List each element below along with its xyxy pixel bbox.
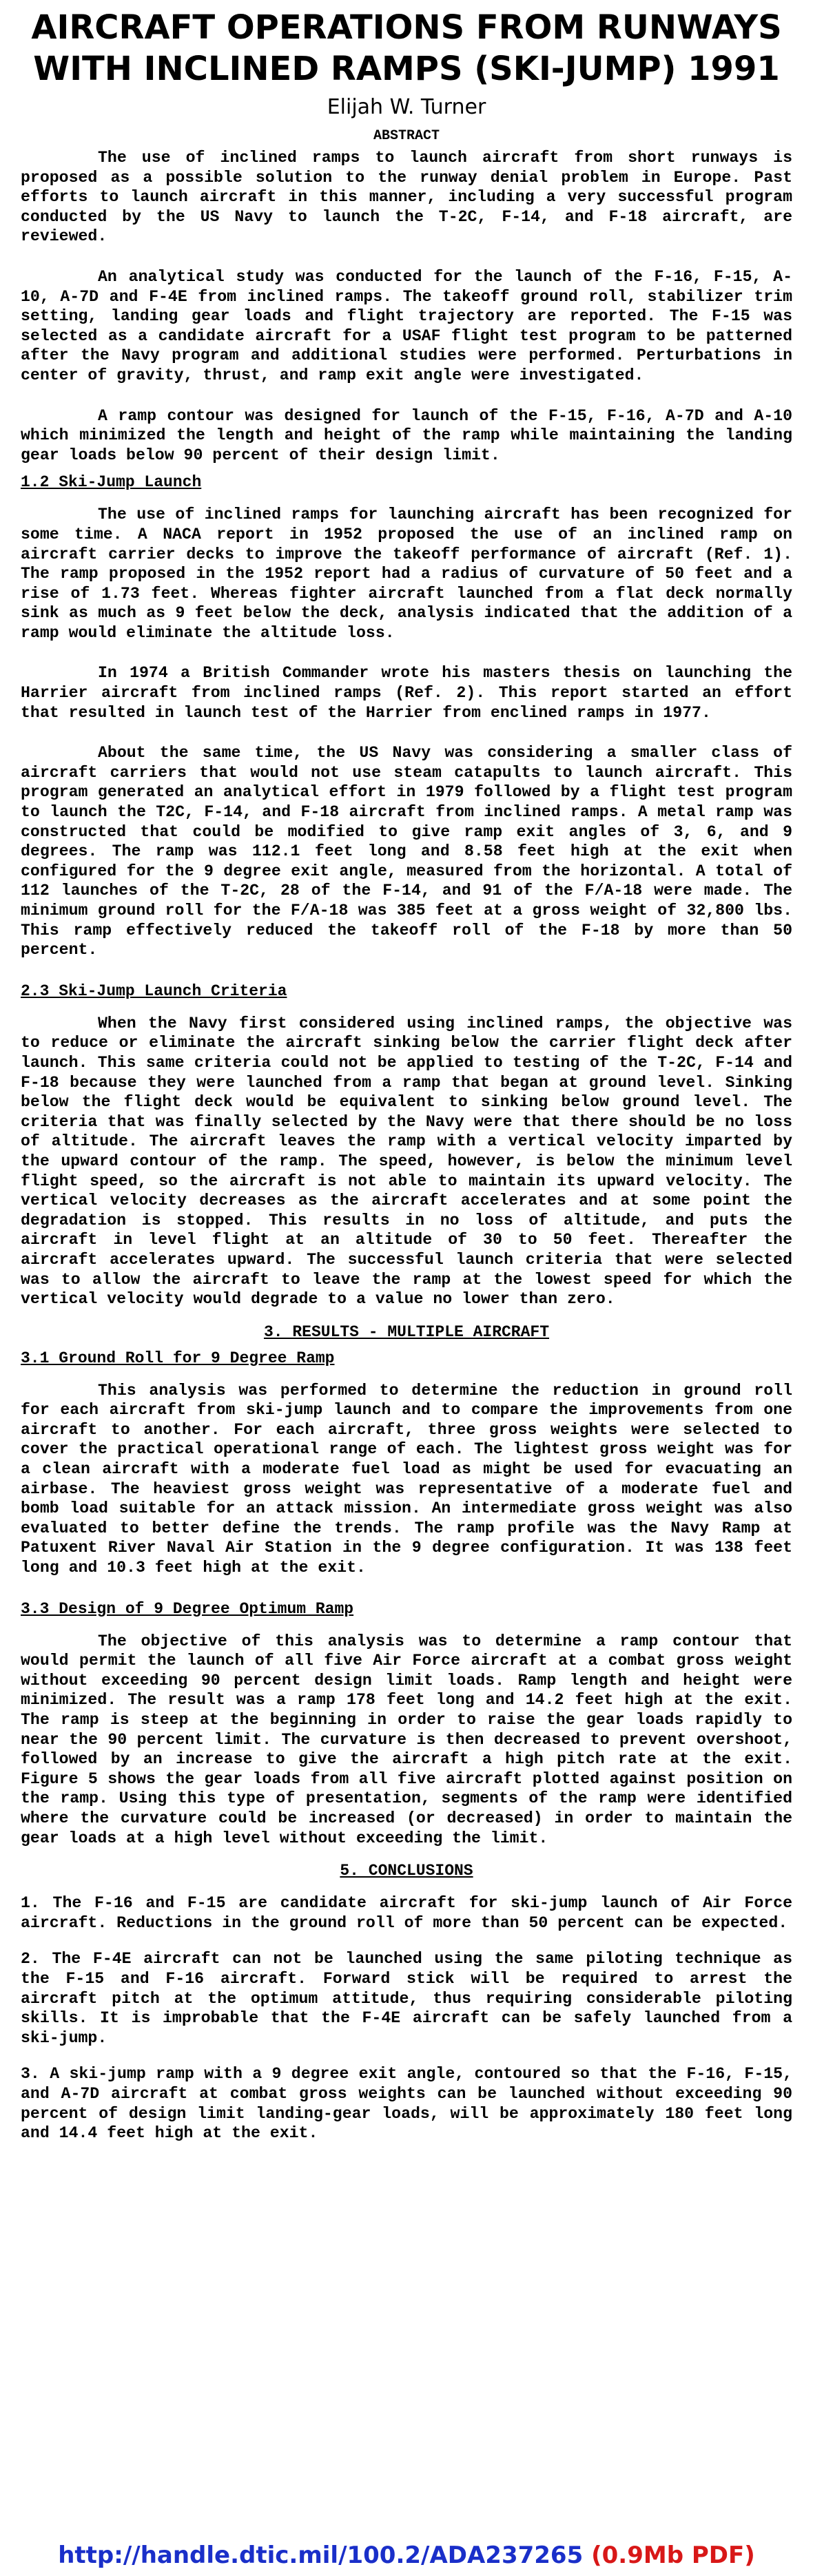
conclusion-2: 2. The F-4E aircraft can not be launched using the same piloting technique as the F-15 and F-16 aircraft. Forward stick will be required to arrest the aircraft pitch at the optimum attitude, thus requiring considerable piloting skills. It is improbable that the F-4E aircraft can be safely launched from a ski-jump. (21, 1950, 792, 2047)
author-name: Elijah W. Turner (327, 95, 486, 119)
abstract-paragraph-3: A ramp contour was designed for launch of the F-15, F-16, A-7D and A-10 which minimized the length and height of the ramp while maintaining the landing gear loads below 90 percent of their design limit. (21, 406, 792, 464)
section-3-3-paragraph-1: The objective of this analysis was to determine a ramp contour that would permit the launch of all five Air Force aircraft at a combat gross weight without exceeding 90 percent design limit loads. Ramp length and height were minimized. The result was a ramp 178 feet long and 14.2 feet high at the exit. The ramp is steep at the beginning in order to raise the gear loads rapidly to near the 90 percent limit. The curvature is then decreased to prevent overshoot, followed by an increase to give the aircraft a high pitch rate at the exit. Figure 5 shows the gear loads from all five aircraft plotted against position on the ramp. Using this type of presentation, segments of the ramp were identified where the curvature could be increased (or decreased) in order to maintain the gear loads at a high level without exceeding the limit. (21, 1632, 792, 1847)
section-1-2-paragraph-2: In 1974 a British Commander wrote his masters thesis on launching the Harrier aircraft from inclined ramps (Ref. 2). This report started an effort that resulted in launch test of the Harrier from enclined ramps in 1977. (21, 664, 792, 722)
abstract-paragraph-2: An analytical study was conducted for the launch of the F-16, F-15, A-10, A-7D and F-4E from inclined ramps. The takeoff ground roll, stabilizer trim setting, landing gear loads and flight trajectory are reported. The F-15 was selected as a candidate aircraft for a USAF flight test program to be patterned after the Navy program and additional studies were performed. Perturbations in center of gravity, thrust, and ramp exit angle were investigated. (21, 267, 792, 384)
title-line-2: WITH INCLINED RAMPS (SKI-JUMP) 1991 (33, 50, 780, 88)
section-1-2-paragraph-1: The use of inclined ramps for launching aircraft has been recognized for some time. A NACA report in 1952 proposed the use of an inclined ramp on aircraft carrier decks to improve the takeoff performance of aircraft (Ref. 1). The ramp proposed in the 1952 report had a radius of curvature of 50 feet and a rise of 1.73 feet. Whereas fighter aircraft launched from a flat deck normally sink as much as 9 feet below the deck, analysis indicated that the addition of a ramp would eliminate the altitude loss. (21, 506, 792, 642)
section-3-3-heading: 3.3 Design of 9 Degree Optimum Ramp (21, 1599, 354, 1618)
conclusion-1: 1. The F-16 and F-15 are candidate aircraft for ski-jump launch of Air Force aircraft. Reductions in the ground roll of more than 50 percent can be expected. (21, 1894, 792, 1932)
section-2-3-paragraph-1: When the Navy first considered using inclined ramps, the objective was to reduce or eliminate the aircraft sinking below the carrier flight deck after launch. This same criteria could not be applied to testing of the T-2C, F-14 and F-18 because they were launched from a ramp that began at ground level. Sinking below the flight deck would be equivalent to sinking below ground level. The criteria that was finally selected by the Navy were that there should be no loss of altitude. The aircraft leaves the ramp with a vertical velocity imparted by the upward contour of the ramp. The speed, however, is below the minimum level flight speed, so the aircraft is not able to maintain its upward velocity. The vertical velocity decreases as the aircraft accelerates and at some point the degradation is stopped. This results in no loss of altitude, and puts the aircraft in level flight at an altitude of 30 to 50 feet. Thereafter the aircraft accelerates upward. The successful launch criteria that were selected was to allow the aircraft to leave the ramp at the lowest speed for which the vertical velocity would degrade to a value no lower than zero. (21, 1014, 792, 1309)
abstract-heading: ABSTRACT (373, 128, 440, 144)
section-3-1-paragraph-1: This analysis was performed to determine the reduction in ground roll for each aircraft from ski-jump launch and to compare the improvements from one aircraft to another. For each aircraft, three gross weights were selected to cover the practical operational range of each. The lightest gross weight was for a clean aircraft with a moderate fuel load as might be used for evacuating an airbase. The heaviest gross weight was representative of a moderate fuel and bomb load suitable for an attack mission. An intermediate gross weight was also evaluated to better define the trends. The ramp profile was the Navy Ramp at Patuxent River Naval Air Station in the 9 degree configuration. It was 138 feet long and 10.3 feet high at the exit. (21, 1381, 792, 1577)
section-2-3-heading: 2.3 Ski-Jump Launch Criteria (21, 981, 287, 1000)
section-3-1-heading: 3.1 Ground Roll for 9 Degree Ramp (21, 1349, 335, 1367)
section-1-2-heading: 1.2 Ski-Jump Launch (21, 473, 202, 492)
file-size-label: (0.9Mb PDF) (591, 2542, 755, 2569)
abstract-paragraph-1: The use of inclined ramps to launch aircraft from short runways is proposed as a possible solution to the runway denial problem in Europe. Past efforts to launch aircraft in this manner, including a very successful program conducted by the US Navy to launch the T-2C, F-14, and F-18 aircraft, are reviewed. (21, 149, 792, 246)
title-line-1: AIRCRAFT OPERATIONS FROM RUNWAYS (31, 8, 782, 47)
source-link[interactable]: http://handle.dtic.mil/100.2/ADA237265 (58, 2542, 584, 2569)
section-5-heading: 5. CONCLUSIONS (340, 1862, 473, 1880)
section-1-2-paragraph-3: About the same time, the US Navy was considering a smaller class of aircraft carriers that would not use steam catapults to launch aircraft. This program generated an analytical effort in 1979 followed by a flight test program to launch the T2C, F-14, and F-18 aircraft from inclined ramps. A metal ramp was constructed that could be modified to give ramp exit angles of 3, 6, and 9 degrees. The ramp was 112.1 feet long and 8.58 feet high at the exit when configured for the 9 degree exit angle, measured from the horizontal. A total of 112 launches of the T-2C, 28 of the F-14, and 91 of the F/A-18 were made. The minimum ground roll for the F/A-18 was 385 feet at a gross weight of 32,800 lbs. This ramp effectively reduced the takeoff roll of the F-18 by more than 50 percent. (21, 744, 792, 959)
section-3-heading: 3. RESULTS - MULTIPLE AIRCRAFT (263, 1322, 550, 1341)
document-title (21, 7, 792, 90)
conclusion-3: 3. A ski-jump ramp with a 9 degree exit angle, contoured so that the F-16, F-15, and A-7D aircraft at combat gross weights can be launched without exceeding 90 percent of design limit landing-gear loads, will be approximately 180 feet long and 14.4 feet high at the exit. (21, 2065, 792, 2143)
footer (21, 2540, 792, 2570)
